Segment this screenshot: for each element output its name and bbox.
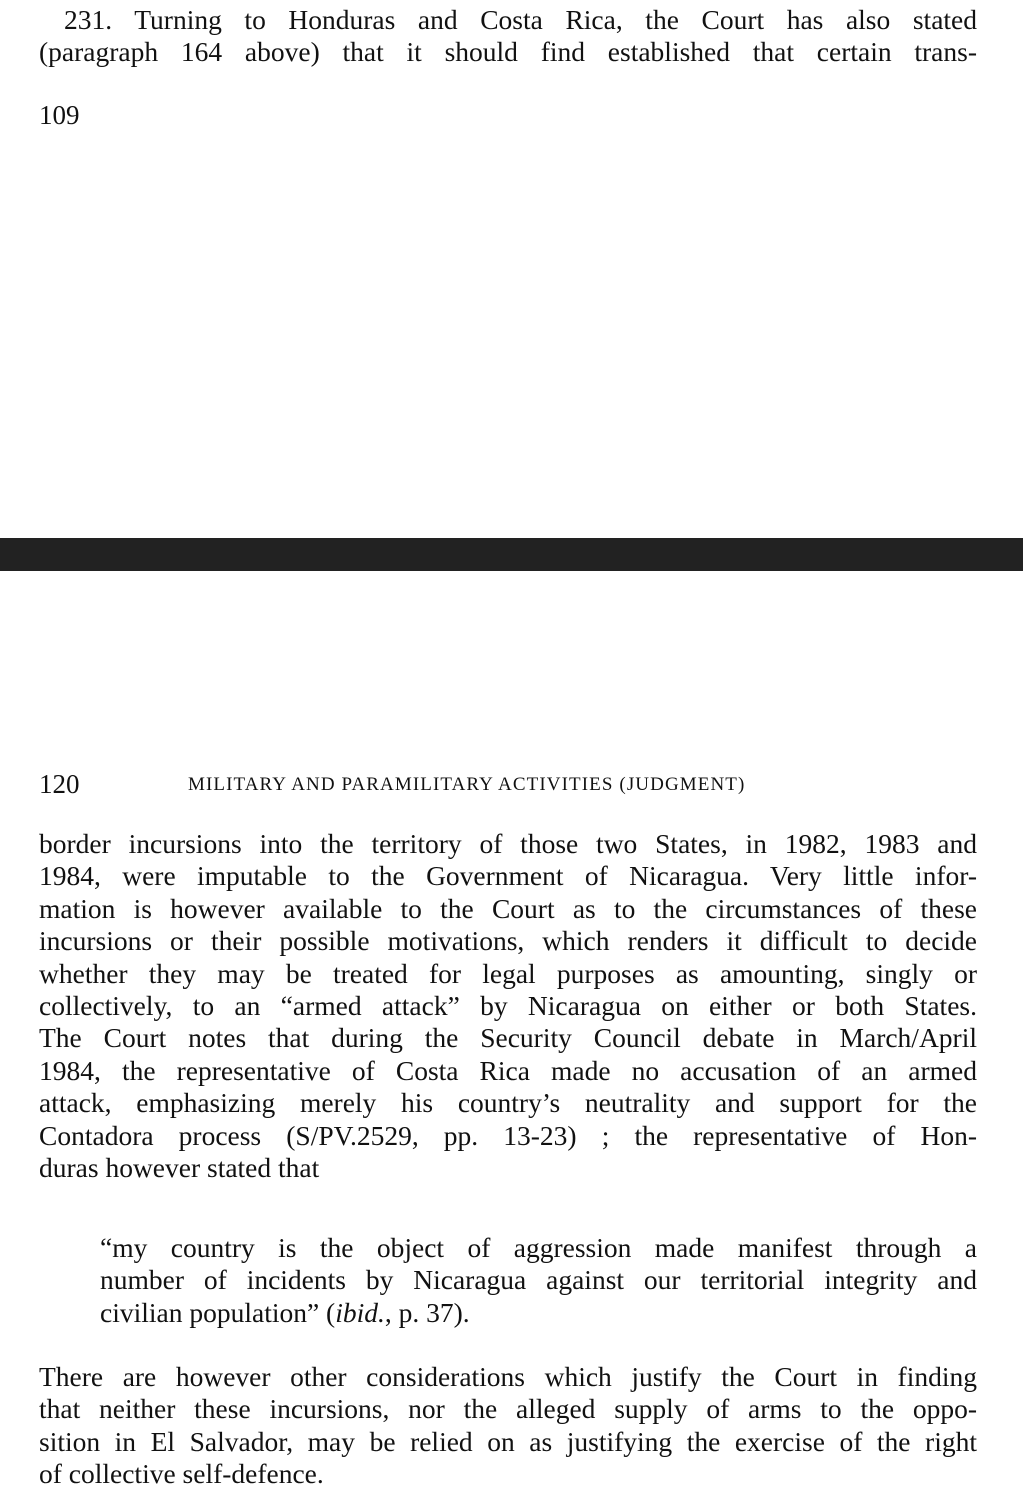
text-line: sition in El Salvador, may be relied on as justifying the exercise of the right: [39, 1425, 977, 1457]
citation-ibid: ibid.: [335, 1296, 385, 1328]
text-line: The Court notes that during the Security Council debate in March/April: [39, 1022, 977, 1054]
text-line: 1984, the representative of Costa Rica made no accusation of an armed: [39, 1054, 977, 1086]
text-line: There are however other considerations which justify the Court in finding: [39, 1361, 977, 1392]
text-line: (paragraph 164 above) that it should find established that certain trans-: [39, 36, 977, 68]
text-line: “my country is the object of aggression made manifest through a: [100, 1232, 977, 1263]
text-line: number of incidents by Nicaragua against our territorial integrity and: [100, 1264, 977, 1296]
citation-page: , p. 37).: [384, 1296, 470, 1328]
text-line: that neither these incursions, nor the alleged supply of arms to the oppo-: [39, 1393, 977, 1425]
page-number: 120: [39, 769, 80, 799]
text-line: [100, 1297, 977, 1329]
block-quote: [100, 1232, 977, 1329]
text-line: mation is however available to the Court as to the circumstances of these: [39, 892, 977, 924]
text-line: attack, emphasizing merely his country’s neutrality and support for the: [39, 1087, 977, 1119]
page-109: [0, 0, 1023, 538]
text-line: whether they may be treated for legal purposes as amounting, singly or: [39, 957, 977, 989]
text-line: 1984, were imputable to the Government of Nicaragua. Very little infor-: [39, 860, 977, 892]
quote-text: civilian population” (: [100, 1296, 336, 1328]
closing-paragraph: [39, 1361, 977, 1491]
paragraph-231: [39, 4, 977, 69]
text-line: of collective self-defence.: [39, 1458, 324, 1490]
running-head: [39, 767, 977, 801]
text-line: incursions or their possible motivations, which renders it difficult to decide: [39, 925, 977, 957]
text-line: border incursions into the territory of those two States, in 1982, 1983 and: [39, 828, 977, 859]
page-divider: [0, 538, 1023, 571]
text-line: duras however stated that: [39, 1152, 320, 1184]
text-line: 231. Turning to Honduras and Costa Rica, the Court has also stated: [64, 4, 977, 35]
page-number: 109: [39, 100, 80, 130]
text-line: Contadora process (S/PV.2529, pp. 13-23) ; the representative of Hon-: [39, 1119, 977, 1151]
main-paragraph: [39, 828, 977, 1184]
text-line: collectively, to an “armed attack” by Nicaragua on either or both States.: [39, 990, 977, 1022]
page-120: [0, 571, 1023, 1504]
running-head-title: MILITARY AND PARAMILITARY ACTIVITIES (JUDGMENT): [188, 774, 746, 795]
